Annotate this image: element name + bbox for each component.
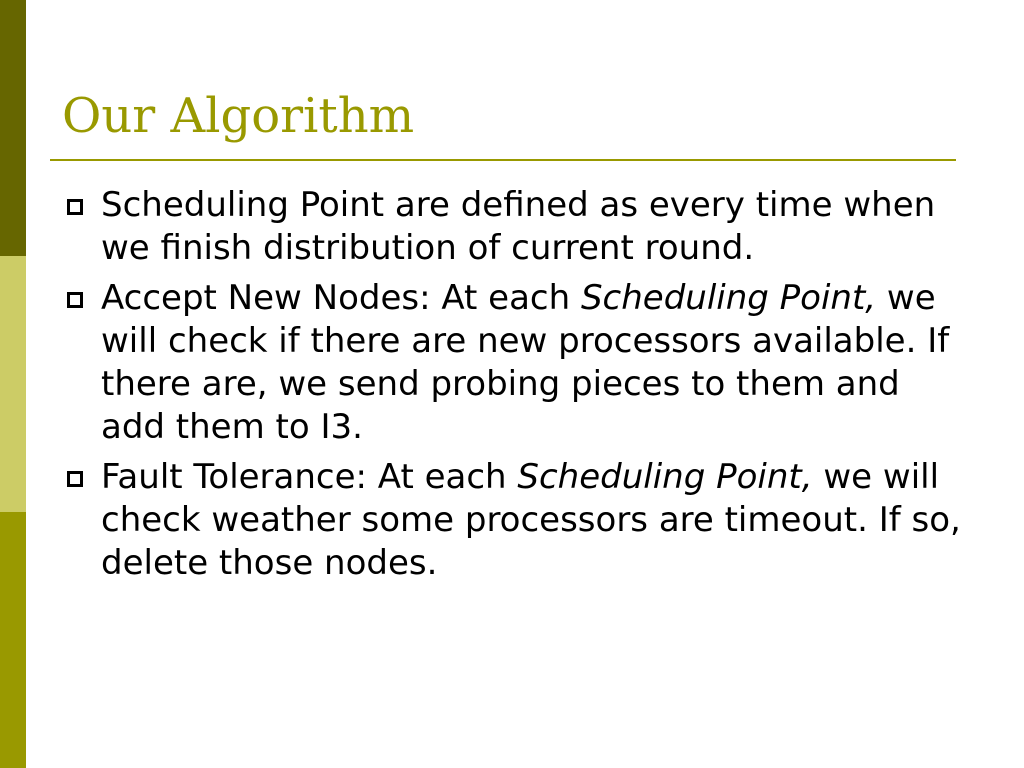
bullet-emphasis-text: Scheduling Point, (517, 457, 813, 497)
slide-title: Our Algorithm (62, 88, 415, 144)
bullet-emphasis-text: Scheduling Point, (580, 278, 877, 318)
left-stripe-top (0, 0, 26, 256)
square-bullet-icon (67, 292, 83, 308)
bullet-item (62, 456, 972, 585)
bullet-lead-text: Fault Tolerance: At each (101, 457, 518, 497)
bullet-rest-text: we will check weather some processors are timeout. If so, delete those nodes. (101, 457, 961, 583)
title-underline (50, 159, 956, 161)
left-stripe-bottom (0, 512, 26, 768)
bullet-item (62, 184, 972, 270)
square-bullet-icon (67, 471, 83, 487)
left-stripe-middle (0, 256, 26, 512)
bullet-rest-text: we will check if there are new processors available. If there are, we send probing pieces to them and add them to I3. (101, 278, 950, 447)
bullet-item (62, 277, 972, 449)
bullet-text: Scheduling Point are defined as every time when we finish distribution of current round. (101, 185, 936, 268)
bullet-lead-text: Accept New Nodes: At each (101, 278, 581, 318)
square-bullet-icon (67, 199, 83, 215)
bullet-list (62, 184, 972, 592)
